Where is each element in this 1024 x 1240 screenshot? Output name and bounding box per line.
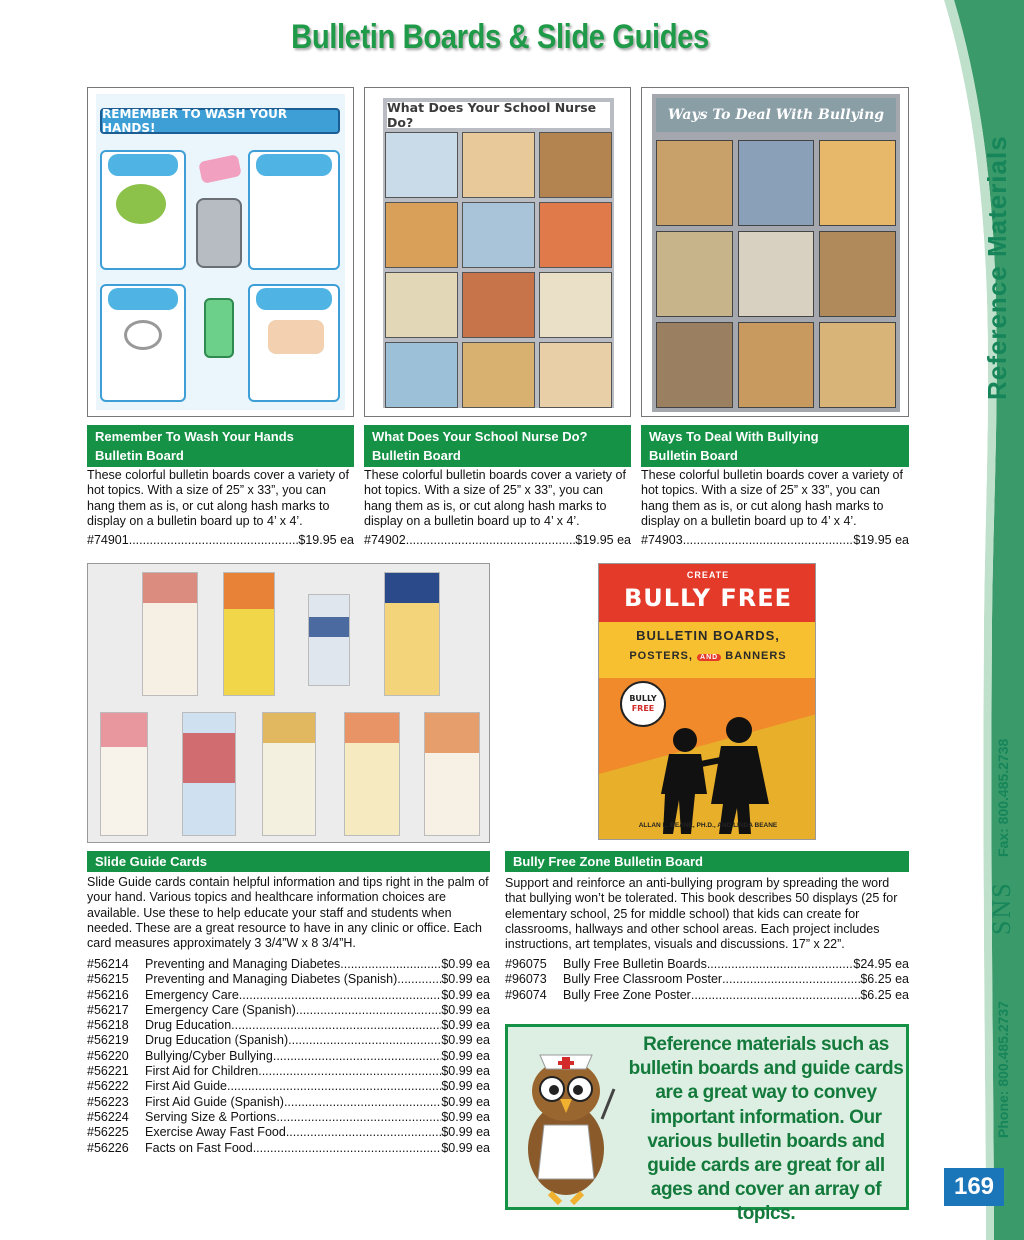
price-row: [87, 1064, 490, 1079]
product-heading-74902: What Does Your School Nurse Do? Bulletin Board: [364, 425, 631, 467]
item-sku: #56219: [87, 1033, 129, 1048]
leader-dots: [231, 1018, 441, 1033]
item-name: Emergency Care: [145, 987, 239, 1002]
callout-text: Reference materials such as bulletin boards and guide cards are a great way to convey important information. Our various bulletin boards and guide cards are great for all ages and cover an array of topics.: [628, 1034, 904, 1225]
school-nurse-poster-image: [364, 87, 631, 417]
bully-free-heading: Bully Free Zone Bulletin Board: [505, 851, 909, 872]
leader-dots: [273, 1049, 441, 1064]
item-price: $0.99 ea: [441, 1002, 490, 1017]
price-row: [87, 1033, 490, 1048]
item-price: $0.99 ea: [441, 957, 490, 971]
item-price: $6.25 ea: [860, 972, 909, 987]
item-sku: #96073: [505, 972, 547, 987]
price-row: [87, 1110, 490, 1125]
product-heading-74903: Ways To Deal With Bullying Bulletin Board: [641, 425, 909, 467]
item-name: Serving Size & Portions: [145, 1109, 277, 1124]
slide-guides-description: Slide Guide cards contain helpful information and tips right in the palm of your hand. Various topics and healthcare information choices are available. Use these to help educate your staff and students when needed. These are a great resource to have in any clinic or office. Each card measures approximately 3 3/4”W x 8 3/4”H.: [87, 875, 489, 951]
leader-dots: [286, 1125, 442, 1140]
item-name: Preventing and Managing Diabetes: [145, 957, 341, 971]
price-row-74903: #74903 ..... $19.95 ea: [641, 533, 909, 548]
fax-number: Fax: 800.485.2738: [995, 738, 1011, 857]
wash-hands-poster-image: [87, 87, 354, 417]
page-title: Bulletin Boards & Slide Guides: [291, 18, 709, 56]
poster-title: What Does Your School Nurse Do?: [387, 102, 610, 128]
item-sku: #56222: [87, 1079, 129, 1094]
price-row: [87, 1095, 490, 1110]
item-sku: #56225: [87, 1125, 129, 1140]
reference-callout: [505, 1024, 909, 1225]
phone-number: Phone: 800.485.2737: [995, 1001, 1011, 1138]
item-sku: #56217: [87, 1002, 129, 1017]
item-sku: #56218: [87, 1018, 129, 1033]
price-row: [505, 972, 909, 987]
item-name: Bully Free Classroom Poster: [563, 972, 723, 987]
item-price: $0.99 ea: [441, 1125, 490, 1140]
leader-dots: [722, 972, 860, 987]
price-row: [87, 1125, 490, 1140]
price-row-74902: #74902 ..... $19.95 ea: [364, 533, 631, 548]
item-sku: #56216: [87, 987, 129, 1002]
book-authors: ALLAN L. BEANE, PH.D., AND LINDA BEANE: [638, 822, 778, 829]
product-description-74901: These colorful bulletin boards cover a variety of hot topics. With a size of 25” x 33”, you can hang them as is, or cut along hash marks to display on a bulletin board up to 4’ x 4’.: [87, 468, 349, 528]
item-name: Bully Free Bulletin Boards: [563, 957, 707, 971]
poster-title: REMEMBER TO WASH YOUR HANDS!: [100, 108, 340, 134]
page-number: 169: [944, 1168, 1004, 1206]
item-name: Bullying/Cyber Bullying: [145, 1048, 273, 1063]
price-row: [87, 1003, 490, 1018]
item-sku: #56226: [87, 1140, 129, 1155]
item-sku: #56223: [87, 1094, 129, 1109]
price-row: [87, 1049, 490, 1064]
book-illustration: [599, 674, 816, 840]
price-row: [87, 972, 490, 987]
leader-dots: [288, 1033, 441, 1048]
item-price: $6.25 ea: [860, 987, 909, 1002]
slide-guide-cards-image: [87, 563, 490, 843]
book-title: BULLY FREE: [623, 584, 793, 612]
leader-dots: [340, 957, 441, 972]
item-sku: #56221: [87, 1064, 129, 1079]
item-name: Drug Education: [145, 1018, 232, 1033]
item-name: First Aid Guide (Spanish): [145, 1094, 284, 1109]
item-name: Exercise Away Fast Food: [145, 1125, 286, 1140]
price-row: [87, 988, 490, 1003]
item-price: $0.99 ea: [441, 1033, 490, 1048]
book-subtitle-1: BULLETIN BOARDS,: [636, 628, 780, 643]
price-row: [505, 988, 909, 1003]
price-row: [87, 1141, 490, 1156]
item-sku: #96075: [505, 957, 547, 971]
leader-dots: [691, 988, 860, 1003]
item-name: First Aid for Children: [145, 1064, 259, 1079]
item-price: $0.99 ea: [441, 1079, 490, 1094]
leader-dots: [397, 972, 441, 987]
product-description-74903: These colorful bulletin boards cover a variety of hot topics. With a size of 25” x 33”, you can hang them as is, or cut along hash marks to display on a bulletin board up to 4’ x 4’.: [641, 468, 903, 528]
item-price: $0.99 ea: [441, 1140, 490, 1155]
item-sku: #56220: [87, 1048, 129, 1063]
poster-title: Ways To Deal With Bullying: [656, 98, 896, 132]
leader-dots: [258, 1064, 441, 1079]
item-price: $0.99 ea: [441, 1048, 490, 1063]
price-row: [87, 1079, 490, 1094]
product-heading-74901: Remember To Wash Your Hands Bulletin Board: [87, 425, 354, 467]
owl-nurse-mascot: [510, 1029, 622, 1209]
leader-dots: [253, 1141, 442, 1156]
price-row: [505, 957, 909, 972]
leader-dots: [239, 988, 442, 1003]
slide-guides-price-list: [87, 957, 490, 1156]
item-price: $0.99 ea: [441, 1109, 490, 1124]
item-sku: #56214: [87, 957, 129, 971]
item-name: Emergency Care (Spanish): [145, 1002, 296, 1017]
slide-guides-heading: Slide Guide Cards: [87, 851, 490, 872]
price-row-74901: #74901 ..... $19.95 ea: [87, 533, 354, 548]
book-subtitle-line2: POSTERS, AND BANNERS: [629, 650, 787, 662]
svg-text:FREE: FREE: [631, 704, 655, 713]
bully-free-price-list: [505, 957, 909, 1003]
bullying-poster-image: [641, 87, 909, 417]
item-name: First Aid Guide: [145, 1079, 227, 1094]
item-price: $0.99 ea: [441, 987, 490, 1002]
leader-dots: [284, 1095, 441, 1110]
item-sku: #96074: [505, 987, 547, 1002]
item-name: Drug Education (Spanish): [145, 1033, 289, 1048]
book-create-label: CREATE: [686, 570, 730, 580]
product-description-74902: These colorful bulletin boards cover a variety of hot topics. With a size of 25” x 33”, you can hang them as is, or cut along hash marks to display on a bulletin board up to 4’ x 4’.: [364, 468, 626, 528]
item-price: $0.99 ea: [441, 1018, 490, 1033]
item-price: $0.99 ea: [441, 1094, 490, 1109]
brand-logo: SNS: [987, 881, 1016, 935]
leader-dots: [707, 957, 854, 972]
bully-free-book-cover: [598, 563, 816, 840]
item-sku: #56215: [87, 972, 129, 987]
bully-free-description: Support and reinforce an anti-bullying program by spreading the word that bullying won’t be tolerated. This book describes 50 displays (25 for elementary school, 25 for middle school) that kids can create for classrooms, hallways and other school areas. Each project includes instructions, art templates, visuals and discussions. 17” x 22”.: [505, 876, 898, 952]
item-sku: #56224: [87, 1109, 129, 1124]
svg-text:BULLY: BULLY: [629, 694, 657, 703]
price-row: [87, 1018, 490, 1033]
item-price: $0.99 ea: [441, 972, 490, 987]
leader-dots: [276, 1110, 441, 1125]
item-price: $24.95 ea: [853, 957, 909, 971]
item-name: Preventing and Managing Diabetes (Spanish): [145, 972, 398, 987]
leader-dots: [227, 1079, 441, 1094]
leader-dots: [296, 1003, 442, 1018]
item-name: Bully Free Zone Poster: [563, 987, 691, 1002]
item-name: Facts on Fast Food: [145, 1140, 253, 1155]
price-row: [87, 957, 490, 972]
item-price: $0.99 ea: [441, 1064, 490, 1079]
section-label: Reference Materials: [982, 135, 1012, 400]
